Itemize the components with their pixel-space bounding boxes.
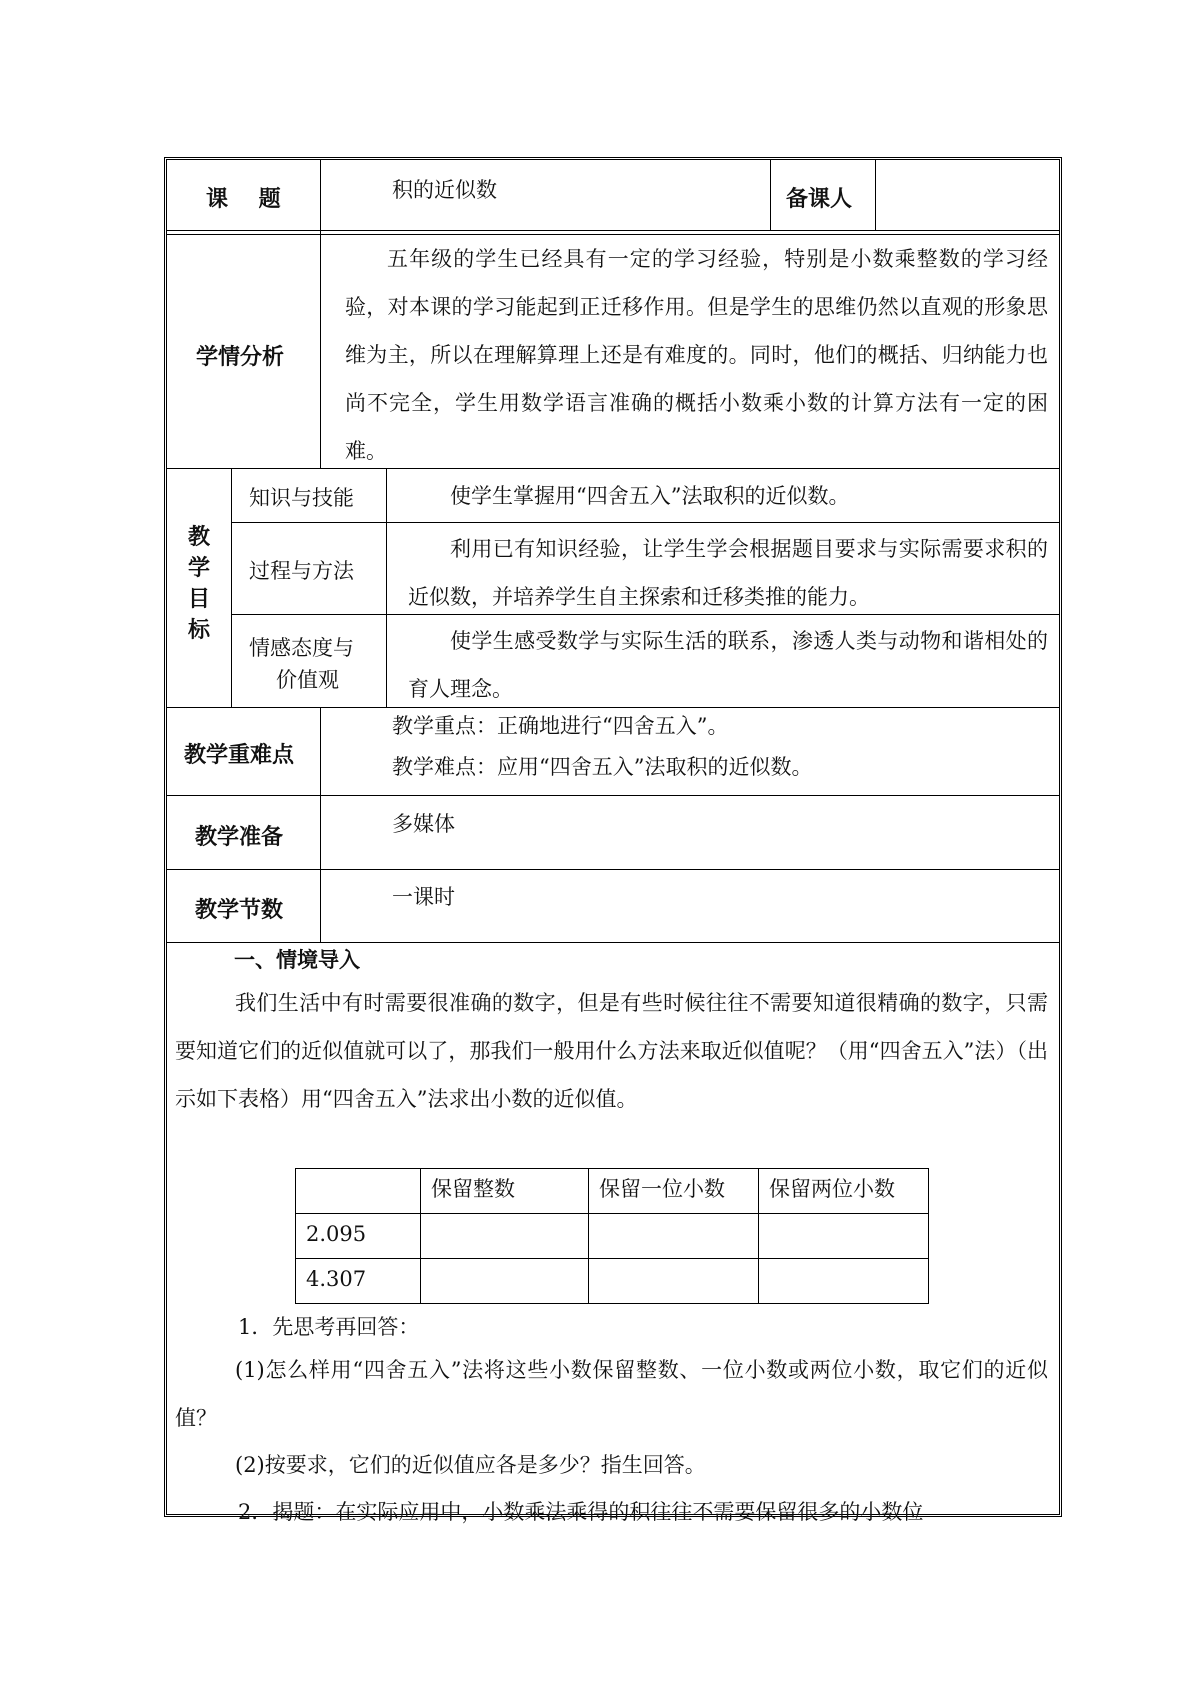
table-header-cell: 保留整数 <box>421 1169 589 1214</box>
periods-label: 教学节数 <box>195 897 284 923</box>
topic-value: 积的近似数 <box>392 178 497 202</box>
goal-process-label: 过程与方法 <box>249 559 354 583</box>
row-divider <box>167 942 1059 943</box>
question-1: 1．先思考再回答： <box>238 1315 420 1339</box>
col-divider <box>231 468 232 707</box>
approximation-table <box>295 1168 929 1304</box>
table-cell: 4.307 <box>296 1259 421 1304</box>
col-divider <box>386 468 387 707</box>
col-divider <box>875 160 876 230</box>
table-row <box>296 1214 929 1259</box>
analysis-text: 五年级的学生已经具有一定的学习经验，特别是小数乘整数的学习经验，对本课的学习能起到正迁移作用。但是学生的思维仍然以直观的形象思维为主，所以在理解算理上还是有难度的。同时，他们的概括、归纳能力也尚不完全，学生用数学语言准确的概括小数乘小数的计算方法有一定的困难。 <box>345 247 1048 463</box>
goal-attitude-text: 使学生感受数学与实际生活的联系，渗透人类与动物和谐相处的育人理念。 <box>408 629 1048 701</box>
goal-attitude-label-line2: 价值观 <box>276 668 339 692</box>
table-cell <box>421 1214 589 1259</box>
question-1-2: (2)按要求，它们的近似值应各是多少？指生回答。 <box>235 1453 706 1477</box>
goals-label: 教学目标 <box>187 524 210 643</box>
table-row <box>296 1259 929 1304</box>
table-header-row <box>296 1169 929 1214</box>
table-cell <box>589 1259 759 1304</box>
goal-process-text: 利用已有知识经验，让学生学会根据题目要求与实际需要求积的近似数，并培养学生自主探索和迁移类推的能力。 <box>408 537 1048 609</box>
row-divider <box>167 795 1059 796</box>
table-cell <box>296 1169 421 1214</box>
col-divider <box>320 160 321 468</box>
analysis-label: 学情分析 <box>196 344 285 370</box>
row-divider <box>167 230 1059 231</box>
table-header-cell: 保留两位小数 <box>759 1169 929 1214</box>
goal-knowledge-text: 使学生掌握用“四舍五入”法取积的近似数。 <box>450 484 850 508</box>
keypoints-label: 教学重难点 <box>184 742 295 768</box>
col-divider <box>320 707 321 942</box>
col-divider <box>770 160 771 230</box>
row-divider <box>231 522 1059 523</box>
table-header-cell: 保留一位小数 <box>589 1169 759 1214</box>
question-1-1: (1)怎么样用“四舍五入”法将这些小数保留整数、一位小数或两位小数，取它们的近似值？ <box>175 1358 1048 1430</box>
table-cell <box>759 1214 929 1259</box>
section1-title: 一、情境导入 <box>234 947 360 972</box>
preparation-value: 多媒体 <box>392 812 455 836</box>
periods-value: 一课时 <box>392 885 455 909</box>
goal-attitude-label-line1: 情感态度与 <box>249 636 354 660</box>
keypoints-line1: 教学重点：正确地进行“四舍五入”。 <box>392 714 729 738</box>
topic-label: 课 题 <box>206 186 281 212</box>
preparation-label: 教学准备 <box>195 824 284 850</box>
table-cell <box>759 1259 929 1304</box>
preparer-label: 备课人 <box>786 186 853 212</box>
question-2: 2．揭题：在实际应用中，小数乘法乘得的积往往不需要保留很多的小数位 <box>238 1500 924 1524</box>
row-divider <box>167 869 1059 870</box>
table-cell: 2.095 <box>296 1214 421 1259</box>
table-cell <box>421 1259 589 1304</box>
keypoints-line2: 教学难点：应用“四舍五入”法取积的近似数。 <box>392 755 813 779</box>
table-cell <box>589 1214 759 1259</box>
goal-knowledge-label: 知识与技能 <box>249 486 354 510</box>
intro-paragraph: 我们生活中有时需要很准确的数字，但是有些时候往往不需要知道很精确的数字，只需要知道它们的近似值就可以了，那我们一般用什么方法来取近似值呢？（用“四舍五入”法）（出示如下表格）用“四舍五入”法求出小数的近似值。 <box>175 991 1048 1111</box>
